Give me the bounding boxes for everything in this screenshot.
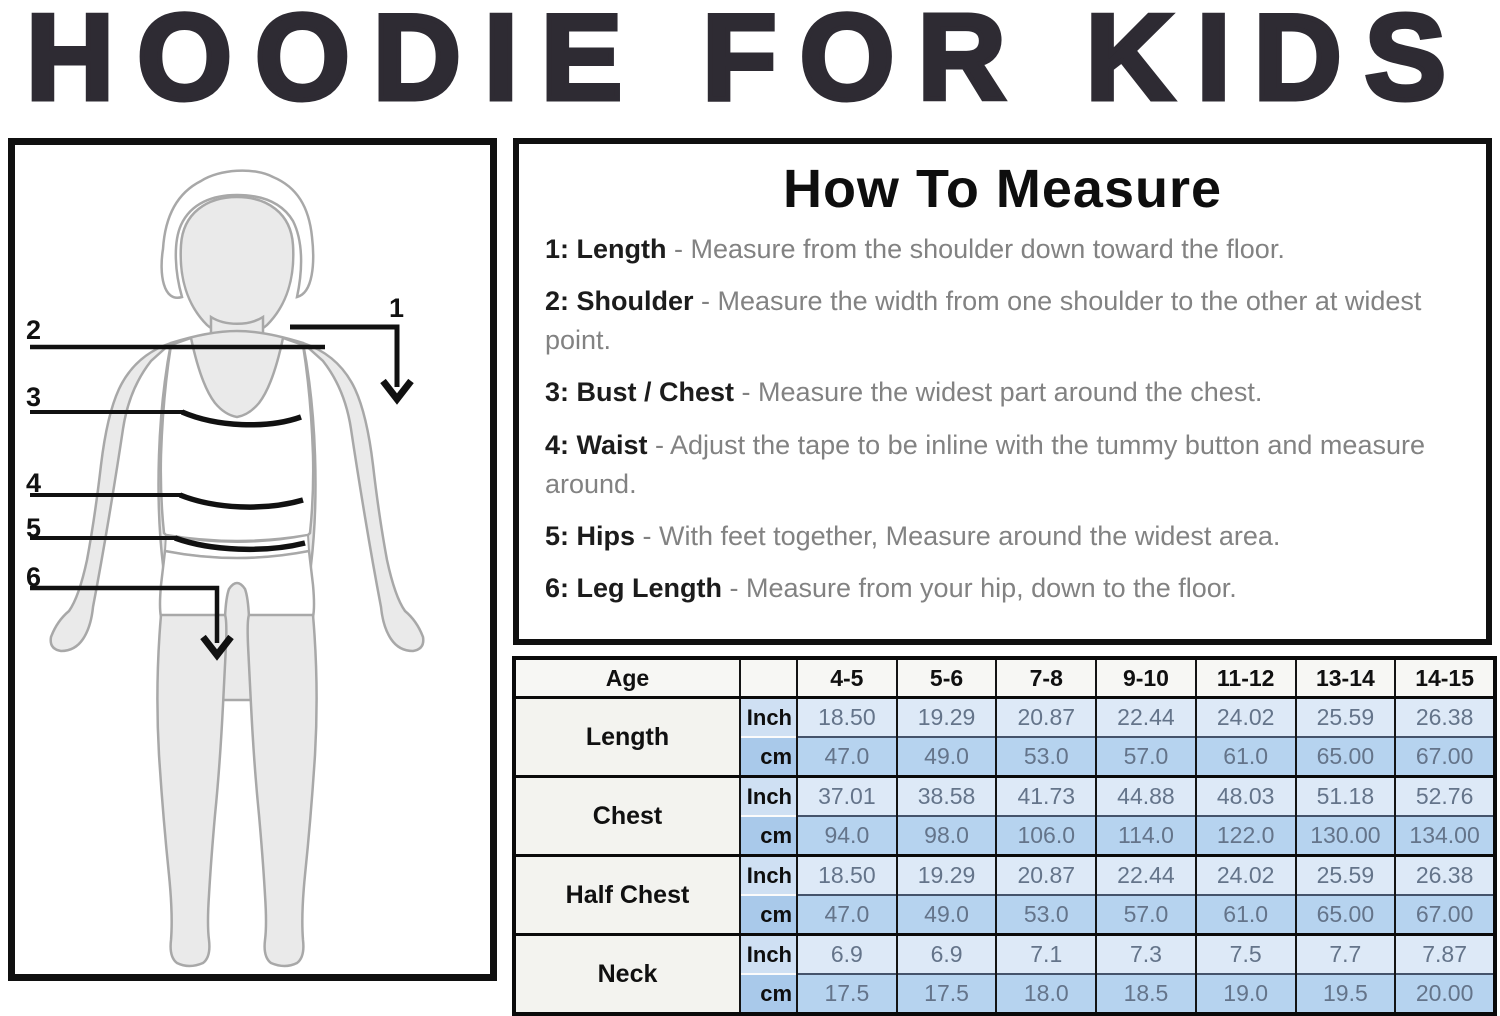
body-silhouette-illustration <box>15 145 490 974</box>
table-cell: 7.7 <box>1296 935 1396 975</box>
table-cell: 53.0 <box>996 895 1096 935</box>
table-header-row <box>514 658 1495 698</box>
age-column-header: Age <box>514 658 740 698</box>
measure-instruction <box>545 517 1460 556</box>
size-chart-table <box>512 656 1497 1016</box>
table-cell: 18.50 <box>797 856 897 896</box>
age-header-11-12: 11-12 <box>1196 658 1296 698</box>
table-cell: 25.59 <box>1296 698 1396 738</box>
table-cell: 7.1 <box>996 935 1096 975</box>
measure-marker-2: 2 <box>26 315 42 345</box>
table-cell: 18.50 <box>797 698 897 738</box>
table-cell: 57.0 <box>1096 895 1196 935</box>
right-leg-shape <box>248 615 317 966</box>
measure-instruction <box>545 230 1460 269</box>
age-header-7-8: 7-8 <box>996 658 1096 698</box>
table-cell: 38.58 <box>897 777 997 817</box>
table-cell: 47.0 <box>797 895 897 935</box>
measure-instruction-text: - Measure the widest part around the chest. <box>741 377 1263 408</box>
table-cell: 19.5 <box>1296 974 1396 1014</box>
table-cell: 17.5 <box>897 974 997 1014</box>
body-measurement-diagram <box>8 138 497 981</box>
table-cell: 7.5 <box>1196 935 1296 975</box>
table-cell: 130.00 <box>1296 816 1396 856</box>
table-cell: 67.00 <box>1395 737 1495 777</box>
age-header-4-5: 4-5 <box>797 658 897 698</box>
table-row-length-inch <box>514 698 1495 738</box>
left-leg-shape <box>157 615 226 966</box>
table-cell: 17.5 <box>797 974 897 1014</box>
row-label: Length <box>514 698 740 777</box>
table-cell: 49.0 <box>897 737 997 777</box>
table-cell: 67.00 <box>1395 895 1495 935</box>
unit-label-inch: Inch <box>740 856 797 896</box>
measure-marker-6: 6 <box>26 562 42 592</box>
row-label: Neck <box>514 935 740 1015</box>
table-cell: 24.02 <box>1196 698 1296 738</box>
table-cell: 19.29 <box>897 856 997 896</box>
measure-instruction-text: - Measure the width from one shoulder to the other at widest point. <box>545 286 1422 356</box>
measure-instruction <box>545 282 1460 360</box>
measure-marker-5: 5 <box>26 513 42 543</box>
measure-marker-1: 1 <box>389 293 405 323</box>
table-cell: 49.0 <box>897 895 997 935</box>
measure-instruction-label: 1: Length <box>545 234 667 264</box>
age-header-14-15: 14-15 <box>1395 658 1495 698</box>
table-cell: 61.0 <box>1196 895 1296 935</box>
table-cell: 18.5 <box>1096 974 1196 1014</box>
table-cell: 7.3 <box>1096 935 1196 975</box>
row-label: Half Chest <box>514 856 740 935</box>
table-cell: 20.87 <box>996 856 1096 896</box>
measure-marker-3: 3 <box>26 382 42 412</box>
unit-label-cm: cm <box>740 816 797 856</box>
table-cell: 37.01 <box>797 777 897 817</box>
unit-label-cm: cm <box>740 895 797 935</box>
unit-label-cm: cm <box>740 974 797 1014</box>
how-to-measure-title: How To Measure <box>782 159 1223 219</box>
table-cell: 44.88 <box>1096 777 1196 817</box>
unit-label-cm: cm <box>740 737 797 777</box>
measure-marker-4: 4 <box>26 468 42 498</box>
measure-instruction <box>545 426 1460 504</box>
table-cell: 24.02 <box>1196 856 1296 896</box>
unit-label-inch: Inch <box>740 698 797 738</box>
table-row-neck-inch <box>514 935 1495 975</box>
table-cell: 26.38 <box>1395 698 1495 738</box>
unit-label-inch: Inch <box>740 777 797 817</box>
table-cell: 106.0 <box>996 816 1096 856</box>
measure-instruction-text: - Measure from the shoulder down toward the floor. <box>674 234 1285 264</box>
table-cell: 19.0 <box>1196 974 1296 1014</box>
table-cell: 94.0 <box>797 816 897 856</box>
table-cell: 6.9 <box>897 935 997 975</box>
table-cell: 52.76 <box>1395 777 1495 817</box>
table-cell: 48.03 <box>1196 777 1296 817</box>
table-cell: 47.0 <box>797 737 897 777</box>
measure-instruction-label: 2: Shoulder <box>545 286 694 317</box>
table-cell: 22.44 <box>1096 856 1196 896</box>
table-cell: 65.00 <box>1296 737 1396 777</box>
measure-instruction-label: 4: Waist <box>545 429 648 460</box>
measure-instruction-text: - Measure from your hip, down to the floor. <box>729 572 1237 603</box>
table-cell: 20.87 <box>996 698 1096 738</box>
table-cell: 53.0 <box>996 737 1096 777</box>
table-cell: 51.18 <box>1296 777 1396 817</box>
unit-label-inch: Inch <box>740 935 797 975</box>
measure-instructions-list <box>519 230 1486 608</box>
table-cell: 57.0 <box>1096 737 1196 777</box>
table-cell: 25.59 <box>1296 856 1396 896</box>
row-label: Chest <box>514 777 740 856</box>
table-cell: 65.00 <box>1296 895 1396 935</box>
blank-header-cell <box>740 658 797 698</box>
table-cell: 61.0 <box>1196 737 1296 777</box>
table-cell: 7.87 <box>1395 935 1495 975</box>
table-cell: 18.0 <box>996 974 1096 1014</box>
table-row-chest-inch <box>514 777 1495 817</box>
how-to-measure-panel <box>513 138 1492 645</box>
page-title: HOODIE FOR KIDS <box>26 0 1470 125</box>
table-cell: 98.0 <box>897 816 997 856</box>
measure-instruction-label: 3: Bust / Chest <box>545 377 735 408</box>
table-cell: 122.0 <box>1196 816 1296 856</box>
age-header-13-14: 13-14 <box>1296 658 1396 698</box>
measure-instruction-label: 6: Leg Length <box>545 572 722 603</box>
face-shape <box>181 197 294 335</box>
measure-instruction <box>545 569 1460 608</box>
table-cell: 114.0 <box>1096 816 1196 856</box>
table-row-half-chest-inch <box>514 856 1495 896</box>
measure-instruction <box>545 373 1460 412</box>
age-header-9-10: 9-10 <box>1096 658 1196 698</box>
table-cell: 134.00 <box>1395 816 1495 856</box>
measure-instruction-text: - Adjust the tape to be inline with the tummy button and measure around. <box>545 429 1425 499</box>
table-cell: 20.00 <box>1395 974 1495 1014</box>
age-header-5-6: 5-6 <box>897 658 997 698</box>
table-cell: 19.29 <box>897 698 997 738</box>
measure-instruction-label: 5: Hips <box>545 520 636 551</box>
table-cell: 41.73 <box>996 777 1096 817</box>
measure-instruction-text: - With feet together, Measure around the widest area. <box>642 520 1281 551</box>
table-cell: 6.9 <box>797 935 897 975</box>
table-cell: 26.38 <box>1395 856 1495 896</box>
table-cell: 22.44 <box>1096 698 1196 738</box>
